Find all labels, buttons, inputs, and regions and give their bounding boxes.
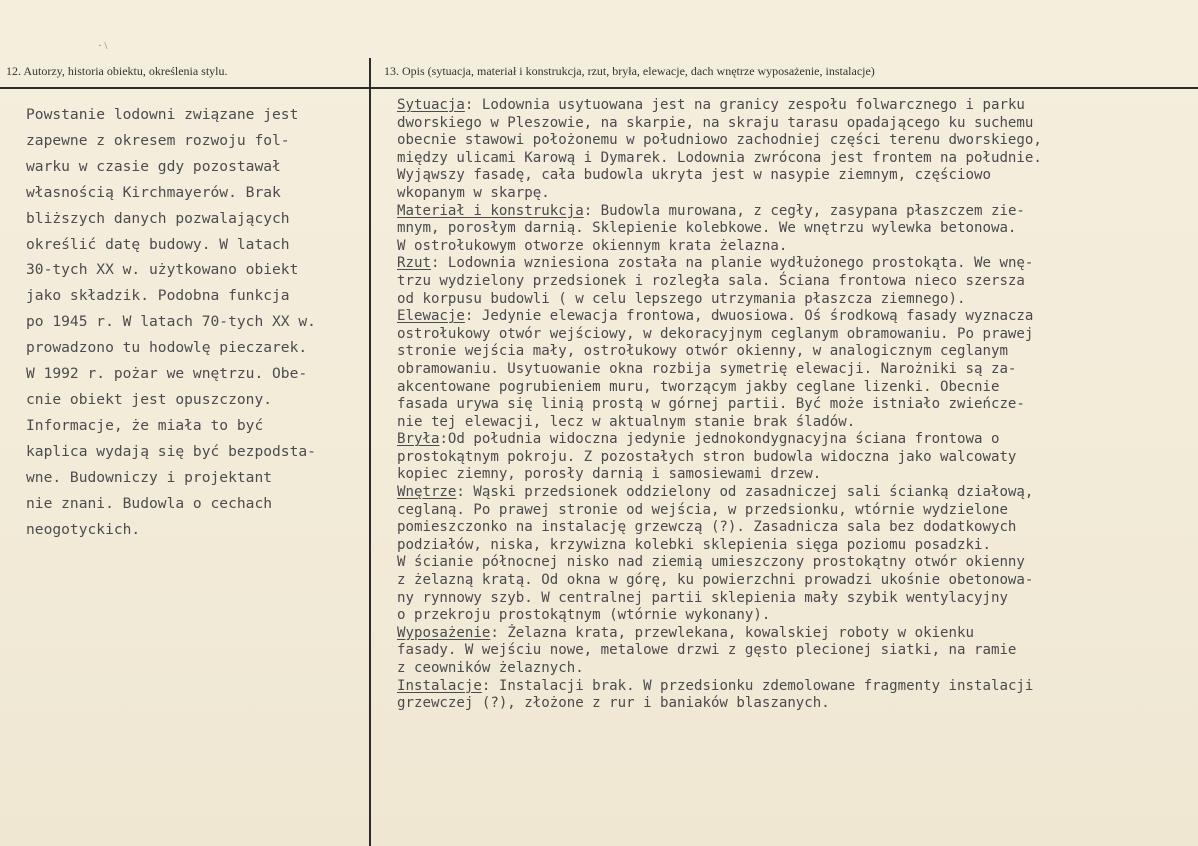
history-line: wne. Budowniczy i projektant (26, 468, 273, 486)
description-text: wkopanym w skarpę. (397, 184, 550, 201)
description-line (397, 273, 1187, 291)
history-line: warku w czasie gdy pozostawał (26, 157, 281, 175)
history-line: jako składzik. Podobna funkcja (26, 287, 290, 305)
section-label: Sytuacja (397, 97, 465, 113)
section-label: Instalacje (397, 677, 482, 694)
description-line (397, 326, 1187, 344)
history-line: cnie obiekt jest opuszczony. (26, 390, 273, 408)
description-text: Wyjąwszy fasadę, cała budowla ukryta jest w nasypie ziemnym, częściowo (397, 167, 991, 184)
section-12-heading: 12. Autorzy, historia obiektu, określenia stylu. (6, 64, 228, 78)
stray-marks: · \ (98, 40, 108, 52)
section-label: Materiał i konstrukcja (397, 202, 584, 219)
history-line: Powstanie lodowni związane jest (26, 106, 299, 123)
description-text: podziałów, niska, krzywizna kolebki sklepienia sięga poziomu posadzki. (397, 536, 991, 553)
description-text: : Jedynie elewacja frontowa, dwuosiowa. Oś środkową fasady wyznacza (464, 308, 1034, 325)
description-text: : Lodownia usytuowana jest na granicy zespołu folwarcznego i parku (464, 97, 1025, 113)
history-line: neogotyckich. (26, 520, 141, 538)
description-line (397, 150, 1187, 168)
history-line: 30-tych XX w. użytkowano obiekt (26, 261, 299, 279)
description-text: akcentowane pogrubieniem muru, tworzącym jakby ceglane lizenki. Obecnie (397, 378, 1000, 395)
description-text: z żelazną kratą. Od okna w górę, ku powierzchni prowadzi ukośnie obetonowa- (397, 572, 1034, 589)
description-line (397, 343, 1187, 361)
history-line: zapewne z okresem rozwoju fol- (26, 131, 290, 149)
description-line (397, 660, 1187, 678)
description-text: : Instalacji brak. W przedsionku zdemolowane fragmenty instalacji (481, 677, 1034, 694)
description-text: między ulicami Karową i Dymarek. Lodownia zwrócona jest frontem na południe. (397, 149, 1042, 166)
description-line (397, 607, 1187, 625)
description-text: W ścianie północnej nisko nad ziemią umieszczony prostokątny otwór okienny (397, 554, 1025, 571)
description-text: stronie wejścia mały, ostrołukowy otwór okienny, w analogicznym ceglanym (397, 343, 1008, 360)
description-line (397, 115, 1187, 133)
description-text: pomieszczonko na instalację grzewczą (?). Zasadnicza sala bez dodatkowych (397, 519, 1017, 536)
description-line (397, 590, 1187, 608)
description-text: prostokątnym pokroju. Z pozostałych stron budowla widoczna jako walcowaty (397, 448, 1017, 465)
description-text-block (397, 97, 1187, 713)
section-label: Elewacje (397, 308, 465, 325)
description-text: obecnie stawowi położonemu w południowo zachodniej części terenu dworskiego, (397, 132, 1042, 149)
description-text: nie tej elewacji, lecz w aktualnym stanie brak śladów. (397, 413, 856, 430)
description-text: od korpusu budowli ( w celu lepszego utrzymania płaszcza ziemnego). (397, 290, 966, 307)
description-line (397, 519, 1187, 537)
description-line (397, 625, 1187, 643)
description-line (397, 678, 1187, 696)
description-line (397, 484, 1187, 502)
description-text: ceglaną. Po prawej stronie od wejścia, w przedsionku, wtórnie wydzielone (397, 501, 1008, 518)
description-text: z ceowników żelaznych. (397, 660, 584, 676)
description-text: : Wąski przedsionek oddzielony od zasadniczej sali ścianką działową, (456, 484, 1034, 501)
description-text: o przekroju prostokątnym (wtórnie wykonany). (397, 607, 771, 624)
description-text: fasady. W wejściu nowe, metalowe drzwi z gęsto plecionej siatki, na ramie (397, 642, 1017, 659)
description-line (397, 396, 1187, 414)
history-line: prowadzono tu hodowlę pieczarek. (26, 339, 308, 357)
description-line (397, 255, 1187, 273)
vertical-rule (369, 58, 371, 846)
description-text: : Lodownia wzniesiona została na planie wydłużonego prostokąta. We wnę- (430, 255, 1034, 272)
description-text: mnym, porosłym darnią. Sklepienie kolebkowe. We wnętrzu wylewka betonowa. (397, 220, 1017, 237)
section-label: Wyposażenie (397, 624, 491, 641)
description-line (397, 449, 1187, 467)
description-line (397, 695, 1187, 713)
history-line: własnością Kirchmayerów. Brak (26, 183, 281, 201)
description-text: kopiec ziemny, porosły darnią i samosiewami drzew. (397, 466, 822, 483)
description-text: ostrołukowy otwór wejściowy, w dekoracyjnym ceglanym obramowaniu. Po prawej (397, 325, 1034, 342)
description-line (397, 431, 1187, 449)
description-text: trzu wydzielony przedsionek i rozległa sala. Ściana frontowa nieco szersza (397, 272, 1025, 289)
description-text: : Budowla murowana, z cegły, zasypana płaszczem zie- (583, 202, 1025, 219)
description-text: obramowaniu. Usytuowanie okna rozbija symetrię elewacji. Narożniki są za- (397, 360, 1017, 377)
history-line: nie znani. Budowla o cechach (26, 494, 273, 512)
description-line (397, 642, 1187, 660)
description-line (397, 466, 1187, 484)
description-text: grzewczej (?), złożone z rur i baniaków blaszanych. (397, 695, 830, 712)
description-line (397, 554, 1187, 572)
description-text: :Od południa widoczna jedynie jednokondygnacyjna ściana frontowa o (439, 431, 1000, 448)
description-line (397, 238, 1187, 256)
description-line (397, 291, 1187, 309)
history-line: Informacje, że miała to być (26, 416, 264, 434)
history-line: kaplica wydają się być bezpodsta- (26, 442, 316, 460)
description-line (397, 379, 1187, 397)
description-text: W ostrołukowym otworze okiennym krata żelazna. (397, 237, 788, 254)
description-line (397, 167, 1187, 185)
section-label: Bryła (397, 431, 440, 448)
description-text: dworskiego w Pleszowie, na skarpie, na skraju tarasu opadającego ku suchemu (397, 114, 1034, 131)
description-line (397, 132, 1187, 150)
description-line (397, 502, 1187, 520)
description-line (397, 572, 1187, 590)
description-text: : Żelazna krata, przewlekana, kowalskiej roboty w okienku (490, 624, 974, 641)
description-line (397, 185, 1187, 203)
section-label: Wnętrze (397, 484, 457, 501)
description-line (397, 220, 1187, 238)
description-line (397, 537, 1187, 555)
description-text: fasada urywa się linią prostą w górnej partii. Być może istniało zwieńcze- (397, 396, 1025, 413)
history-line: określić datę budowy. W latach (26, 235, 290, 253)
history-line: bliższych danych pozwalających (26, 209, 290, 227)
description-line (397, 414, 1187, 432)
section-13-heading: 13. Opis (sytuacja, materiał i konstrukcja, rzut, bryła, elewacje, dach wnętrze wyposażenie, instalacje) (384, 64, 875, 78)
section-label: Rzut (397, 255, 431, 272)
history-text-block (26, 102, 366, 542)
history-line: po 1945 r. W latach 70-tych XX w. (26, 313, 316, 331)
description-text: ny rynnowy szyb. W centralnej partii sklepienia mały szybik wentylacyjny (397, 589, 1008, 606)
description-line (397, 361, 1187, 379)
history-line: W 1992 r. pożar we wnętrzu. Obe- (26, 365, 308, 383)
description-line (397, 97, 1187, 115)
horizontal-rule (0, 87, 1198, 89)
description-line (397, 203, 1187, 221)
description-line (397, 308, 1187, 326)
